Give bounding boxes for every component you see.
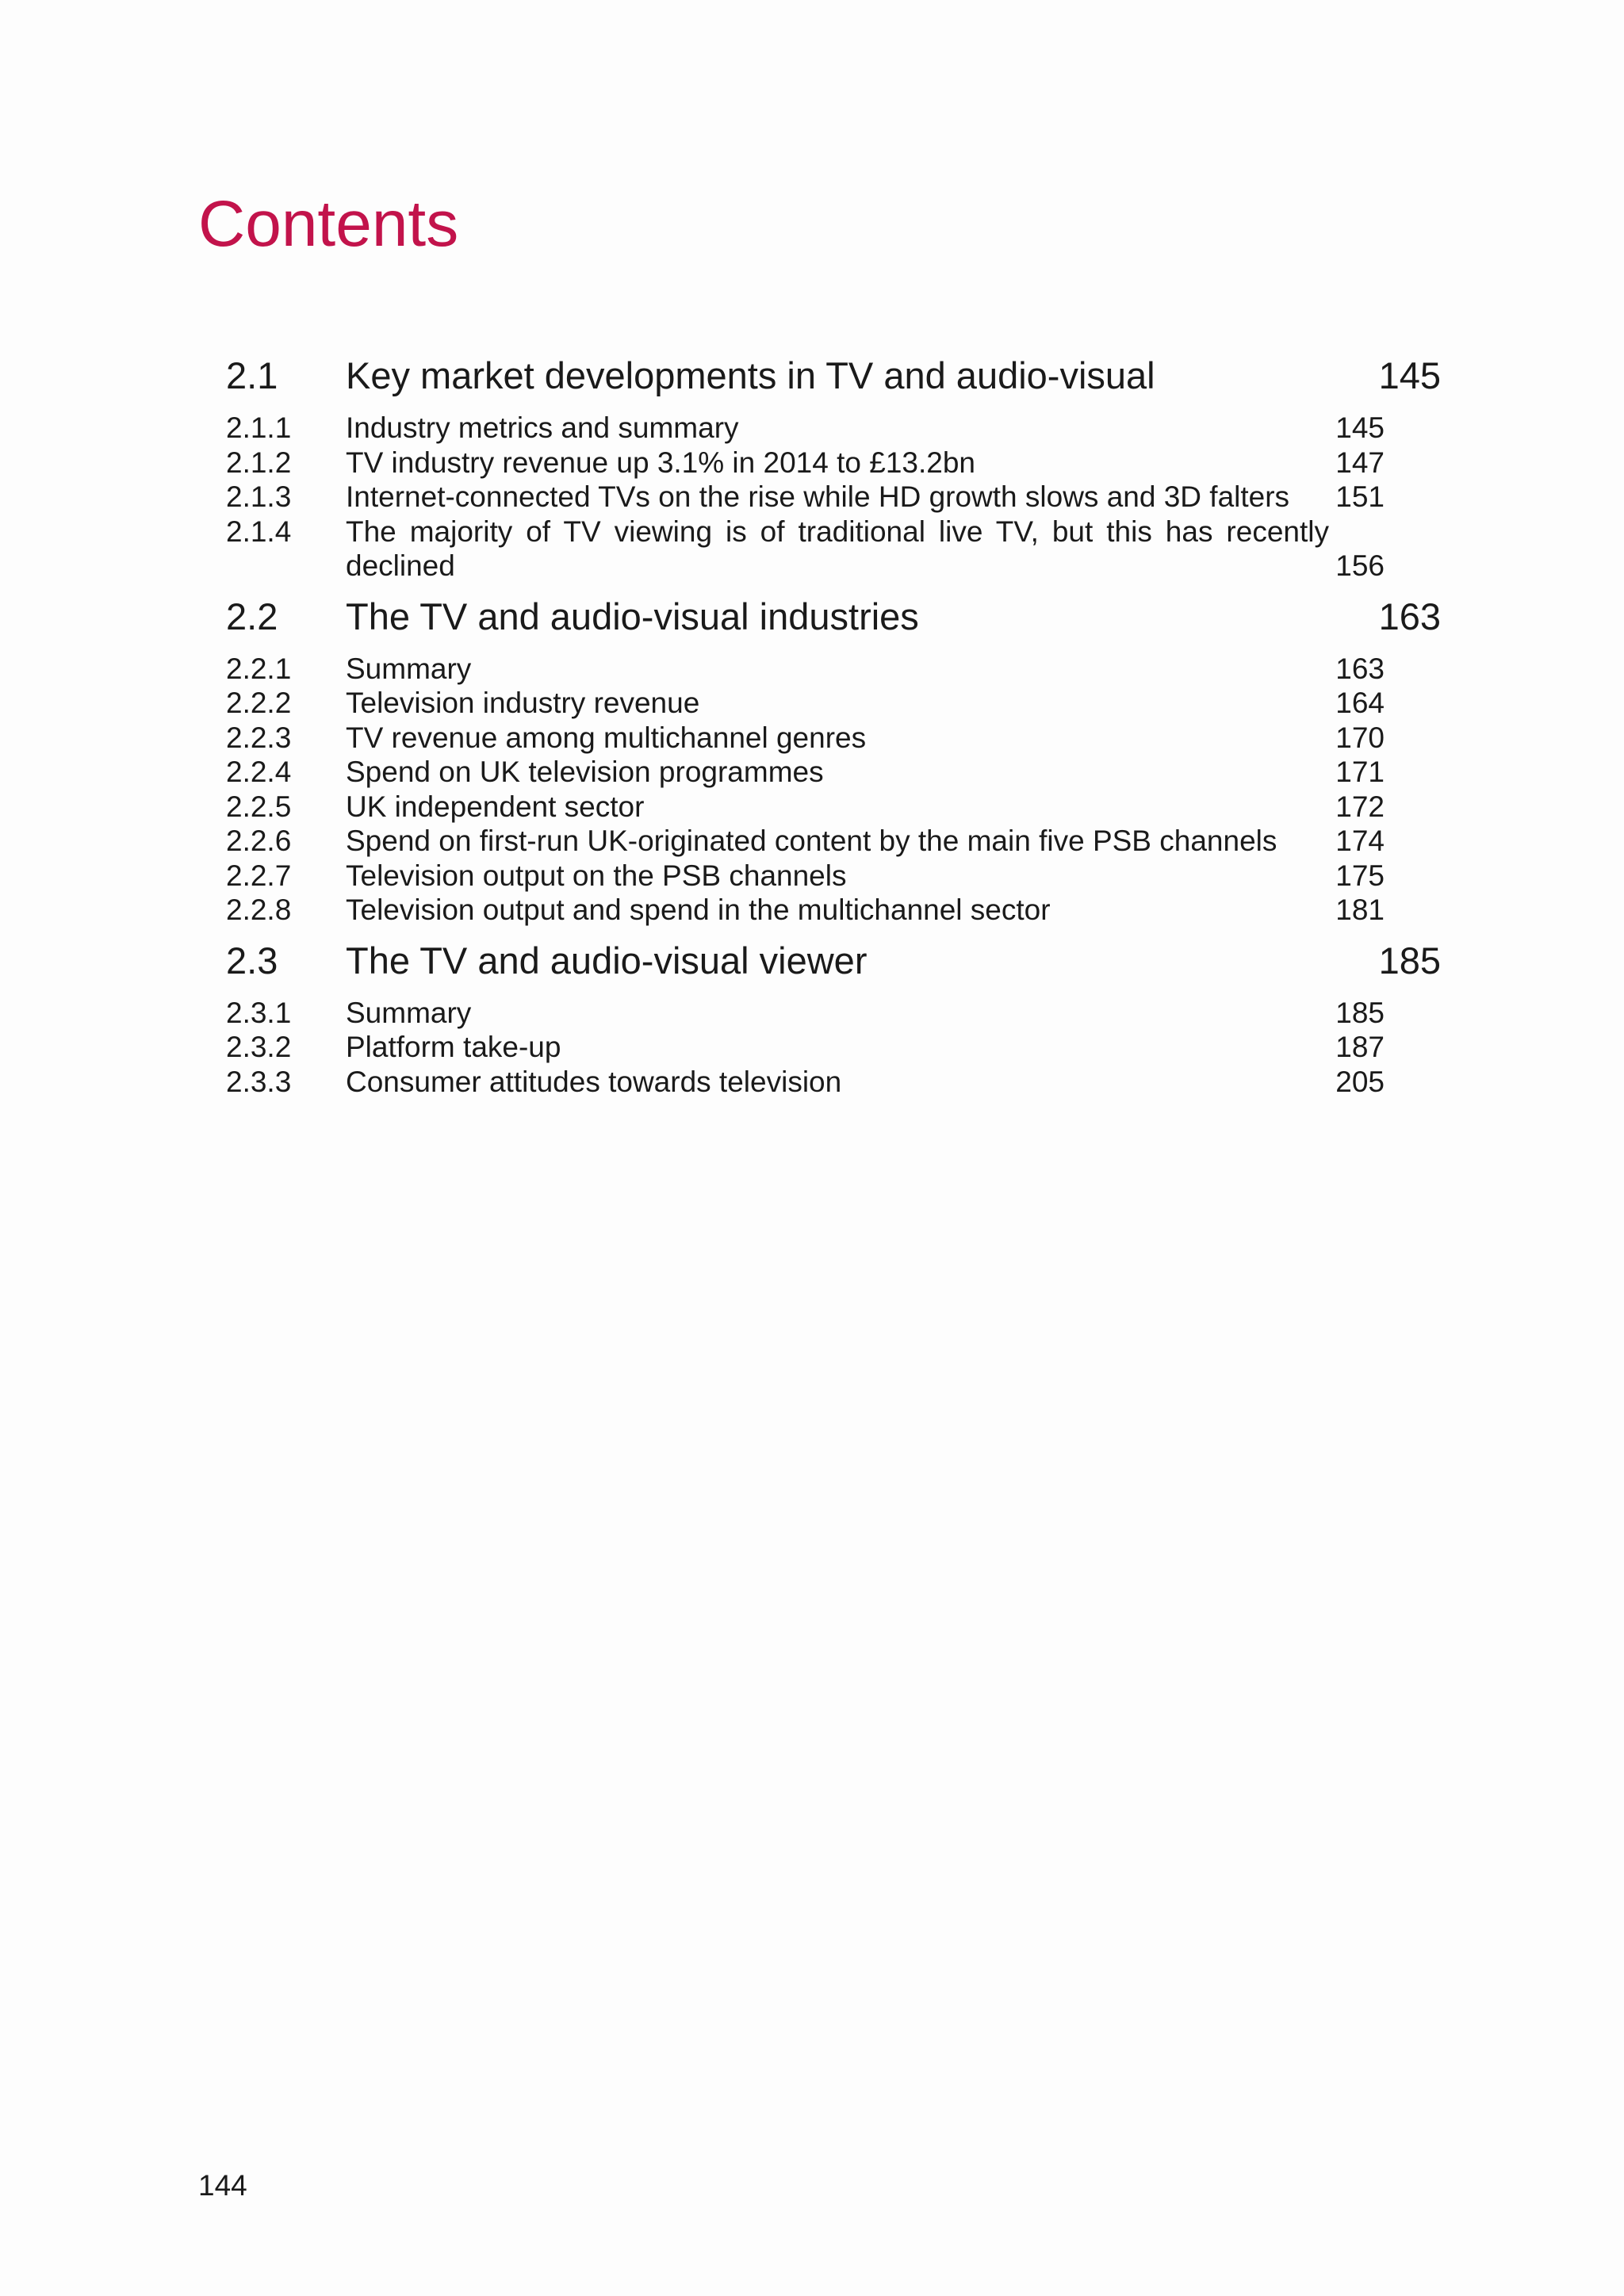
toc-entry[interactable]	[226, 1030, 1441, 1065]
toc-entry[interactable]	[226, 686, 1441, 721]
toc-entries	[226, 996, 1441, 1100]
toc-section-2-1	[226, 352, 1441, 584]
toc-section-2-2	[226, 593, 1441, 928]
entry-page: 163	[1335, 652, 1385, 685]
entry-number: 2.2.3	[226, 721, 292, 754]
entry-title: Television output and spend in the multichannel sector	[346, 894, 1051, 926]
entry-number: 2.2.8	[226, 894, 292, 926]
entry-number: 2.2.1	[226, 652, 292, 685]
page-title: Contents	[198, 188, 459, 260]
entry-page-cell	[1329, 790, 1441, 825]
entry-page: 181	[1335, 894, 1385, 926]
entry-title: TV industry revenue up 3.1% in 2014 to £13.2bn	[346, 446, 975, 479]
toc-entry[interactable]	[226, 790, 1441, 825]
entry-page-cell	[1329, 755, 1441, 790]
entry-page: 174	[1335, 825, 1385, 857]
entry-title: Summary	[346, 996, 472, 1029]
entry-title: Consumer attitudes towards television	[346, 1065, 842, 1098]
section-number: 2.1	[226, 354, 278, 396]
entry-page-cell	[1329, 411, 1441, 446]
entry-page-cell	[1329, 996, 1441, 1031]
entry-page-cell	[1329, 893, 1441, 928]
entry-page-cell	[1329, 652, 1441, 687]
entry-title: Platform take-up	[346, 1031, 561, 1063]
toc-entry[interactable]	[226, 1065, 1441, 1100]
entry-title: Spend on UK television programmes	[346, 756, 824, 788]
section-title: Key market developments in TV and audio-visual	[346, 354, 1155, 396]
entry-page-cell	[1329, 686, 1441, 721]
entry-title: Television output on the PSB channels	[346, 859, 847, 892]
section-page: 163	[1378, 595, 1441, 637]
toc-entry[interactable]	[226, 859, 1441, 894]
section-title: The TV and audio-visual viewer	[346, 939, 868, 982]
toc-entries	[226, 652, 1441, 928]
page-number: 144	[198, 2169, 247, 2202]
entry-page: 171	[1335, 756, 1385, 788]
toc-section-heading[interactable]	[226, 352, 1441, 400]
entry-page-cell	[1329, 1065, 1441, 1100]
entry-number: 2.2.4	[226, 756, 292, 788]
entry-title: Summary	[346, 652, 472, 685]
entry-number: 2.2.5	[226, 790, 292, 823]
section-number: 2.3	[226, 939, 278, 982]
toc-entry[interactable]	[226, 480, 1441, 515]
section-title: The TV and audio-visual industries	[346, 595, 919, 637]
entry-number: 2.2.7	[226, 859, 292, 892]
entry-page-cell	[1329, 721, 1441, 756]
toc-entry[interactable]	[226, 411, 1441, 446]
entry-page: 172	[1335, 790, 1385, 823]
section-page: 185	[1378, 939, 1441, 982]
entry-number: 2.1.2	[226, 446, 292, 479]
entry-title: UK independent sector	[346, 790, 645, 823]
toc-entry[interactable]	[226, 446, 1441, 480]
toc-section-heading[interactable]	[226, 937, 1441, 985]
entry-page-cell	[1329, 480, 1441, 515]
entry-title: Internet-connected TVs on the rise while HD growth slows and 3D falters	[346, 480, 1290, 513]
toc-entry[interactable]	[226, 652, 1441, 687]
entry-page-cell	[1329, 1030, 1441, 1065]
entry-title: Industry metrics and summary	[346, 411, 739, 444]
entry-page: 205	[1335, 1065, 1385, 1098]
entry-page: 156	[1335, 549, 1385, 582]
toc-section-heading[interactable]	[226, 593, 1441, 641]
table-of-contents	[226, 352, 1441, 1099]
entry-page: 145	[1335, 411, 1385, 444]
entry-page-cell	[1329, 446, 1441, 480]
toc-entry[interactable]	[226, 893, 1441, 928]
entry-page: 151	[1335, 480, 1385, 513]
entry-title: Spend on first-run UK-originated content by the main five PSB channels	[346, 825, 1277, 857]
toc-entry[interactable]	[226, 824, 1441, 859]
entry-number: 2.2.2	[226, 687, 292, 719]
entry-title: The majority of TV viewing is of traditional live TV, but this has recently declined	[346, 515, 1329, 582]
section-number: 2.2	[226, 595, 278, 637]
toc-entry[interactable]	[226, 755, 1441, 790]
entry-number: 2.1.4	[226, 515, 292, 548]
entry-number: 2.1.3	[226, 480, 292, 513]
entry-number: 2.2.6	[226, 825, 292, 857]
toc-entry[interactable]	[226, 721, 1441, 756]
entry-page: 164	[1335, 687, 1385, 719]
entry-number: 2.3.2	[226, 1031, 292, 1063]
entry-page: 185	[1335, 996, 1385, 1029]
toc-entries	[226, 411, 1441, 584]
entry-number: 2.1.1	[226, 411, 292, 444]
entry-page-cell	[1329, 824, 1441, 859]
entry-page-cell	[1329, 859, 1441, 894]
entry-title: Television industry revenue	[346, 687, 700, 719]
entry-page-cell	[1329, 515, 1441, 584]
entry-title: TV revenue among multichannel genres	[346, 721, 867, 754]
entry-number: 2.3.1	[226, 996, 292, 1029]
section-page: 145	[1378, 354, 1441, 396]
toc-entry[interactable]	[226, 996, 1441, 1031]
entry-page: 147	[1335, 446, 1385, 479]
toc-entry[interactable]	[226, 515, 1441, 584]
entry-page: 187	[1335, 1031, 1385, 1063]
entry-page: 175	[1335, 859, 1385, 892]
entry-number: 2.3.3	[226, 1065, 292, 1098]
entry-page: 170	[1335, 721, 1385, 754]
toc-section-2-3	[226, 937, 1441, 1100]
